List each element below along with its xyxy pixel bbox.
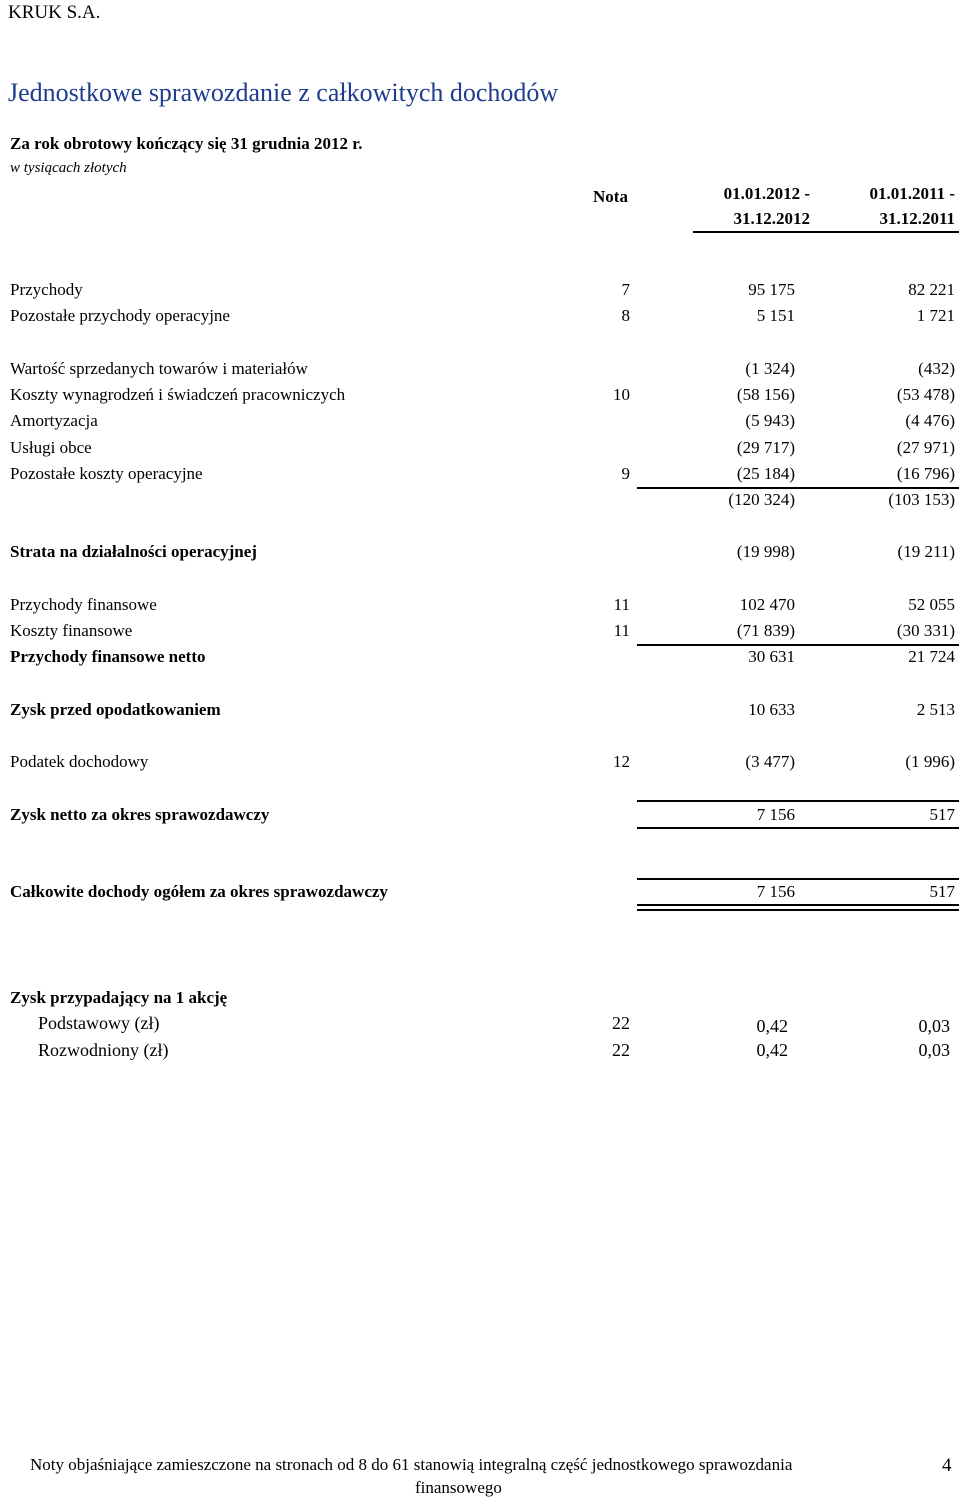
- table-row: [0, 752, 960, 776]
- row-value-2011: 1 721: [916, 306, 955, 325]
- table-row: [0, 595, 960, 619]
- row-label: Przychody finansowe: [10, 595, 157, 614]
- row-value-2012: 7 156: [756, 882, 795, 901]
- row-value-2011: 517: [929, 882, 955, 901]
- footer-note-continued: finansowego: [415, 1478, 502, 1497]
- grand-total-double-line-2: [637, 909, 959, 911]
- currency-unit: w tysiącach złotych: [10, 160, 127, 176]
- col-2012-header-line1: 01.01.2012 -: [723, 184, 810, 203]
- row-note: 22: [612, 1040, 630, 1060]
- row-value-2012: 102 470: [739, 595, 795, 614]
- row-label: Koszty wynagrodzeń i świadczeń pracowniczych: [10, 385, 346, 404]
- col-2011-header-line1: 01.01.2011 -: [869, 184, 955, 203]
- eps-row: [0, 1013, 960, 1037]
- row-label: Koszty finansowe: [10, 621, 133, 640]
- row-value-2011: (103 153): [888, 490, 955, 509]
- row-note: 22: [612, 1013, 630, 1033]
- table-row: [0, 306, 960, 330]
- row-value-2011: (53 478): [896, 385, 955, 404]
- row-value-2011: (30 331): [896, 621, 955, 640]
- row-value-2011: (1 996): [905, 752, 955, 771]
- table-row: [0, 411, 960, 435]
- eps-row: [0, 1040, 960, 1064]
- row-value-2012: 95 175: [748, 280, 795, 299]
- company-name: KRUK S.A.: [8, 2, 101, 23]
- row-value-2012: (3 477): [745, 752, 795, 771]
- row-value-2012: 0,42: [756, 1040, 788, 1060]
- row-note: 11: [613, 595, 630, 614]
- table-row: [0, 385, 960, 409]
- row-label: Wartość sprzedanych towarów i materiałów: [10, 359, 308, 378]
- row-value-2012: (71 839): [736, 621, 795, 640]
- row-value-2012: (29 717): [736, 438, 795, 457]
- row-note: 9: [621, 464, 630, 483]
- eps-heading: Zysk przypadający na 1 akcję: [10, 988, 228, 1007]
- row-label: Pozostałe przychody operacyjne: [10, 306, 230, 325]
- row-value-2011: 2 513: [916, 700, 955, 719]
- row-note: 11: [613, 621, 630, 640]
- row-value-2011: (27 971): [896, 438, 955, 457]
- row-label: Przychody finansowe netto: [10, 647, 206, 666]
- note-header: Nota: [593, 187, 628, 206]
- row-value-2011: (4 476): [905, 411, 955, 430]
- header-underline: [693, 231, 959, 233]
- row-value-2012: (19 998): [736, 542, 795, 561]
- table-row: [0, 464, 960, 488]
- row-value-2011: (16 796): [896, 464, 955, 483]
- row-value-2012: (25 184): [736, 464, 795, 483]
- row-value-2012: 30 631: [748, 647, 795, 666]
- period-subtitle: Za rok obrotowy kończący się 31 grudnia 2012 r.: [10, 134, 363, 153]
- table-row: [0, 882, 960, 906]
- row-label: Przychody: [10, 280, 83, 299]
- col-2012-header-line2: 31.12.2012: [733, 209, 810, 228]
- row-value-2011: 0,03: [918, 1040, 950, 1060]
- table-row: [0, 700, 960, 724]
- grand-total-double-line-1: [637, 904, 959, 906]
- table-row: [0, 280, 960, 304]
- row-label: Podstawowy (zł): [38, 1013, 160, 1033]
- row-value-2012: (120 324): [728, 490, 795, 509]
- row-value-2011: 21 724: [908, 647, 955, 666]
- col-2011-header-line2: 31.12.2011: [879, 209, 955, 228]
- row-label: Amortyzacja: [10, 411, 98, 430]
- row-label: Usługi obce: [10, 438, 92, 457]
- row-note: 8: [621, 306, 630, 325]
- total-line-top: [637, 800, 959, 802]
- table-row: [0, 438, 960, 462]
- row-label: Zysk netto za okres sprawozdawczy: [10, 805, 270, 824]
- page-number: 4: [942, 1455, 952, 1476]
- row-note: 7: [621, 280, 630, 299]
- row-value-2012: 5 151: [756, 306, 795, 325]
- table-row: [0, 647, 960, 671]
- row-value-2011: (19 211): [897, 542, 955, 561]
- row-value-2012: (58 156): [736, 385, 795, 404]
- row-label: Zysk przed opodatkowaniem: [10, 700, 221, 719]
- footer-note: Noty objaśniające zamieszczone na stronach od 8 do 61 stanowią integralną część jednostkowego sprawozdania: [30, 1455, 793, 1474]
- row-value-2011: 0,03: [918, 1016, 950, 1036]
- row-value-2012: (5 943): [745, 411, 795, 430]
- total-line-bottom: [637, 827, 959, 829]
- page-title: Jednostkowe sprawozdanie z całkowitych dochodów: [8, 78, 559, 107]
- row-label: Strata na działalności operacyjnej: [10, 542, 257, 561]
- subtotal-line: [637, 644, 959, 646]
- row-label: Rozwodniony (zł): [38, 1040, 169, 1060]
- row-value-2012: 7 156: [756, 805, 795, 824]
- grand-total-line-top: [637, 878, 959, 880]
- row-value-2012: 0,42: [756, 1016, 788, 1036]
- row-value-2011: 52 055: [908, 595, 955, 614]
- row-value-2012: 10 633: [748, 700, 795, 719]
- row-value-2011: (432): [918, 359, 955, 378]
- row-value-2012: (1 324): [745, 359, 795, 378]
- row-label: Całkowite dochody ogółem za okres sprawozdawczy: [10, 882, 388, 901]
- table-row: [0, 490, 960, 514]
- row-value-2011: 82 221: [908, 280, 955, 299]
- row-label: Pozostałe koszty operacyjne: [10, 464, 203, 483]
- table-row: [0, 359, 960, 383]
- row-value-2011: 517: [929, 805, 955, 824]
- row-label: Podatek dochodowy: [10, 752, 149, 771]
- table-row: [0, 621, 960, 645]
- table-row: [0, 805, 960, 829]
- row-note: 12: [613, 752, 630, 771]
- subtotal-line: [637, 487, 959, 489]
- row-note: 10: [613, 385, 630, 404]
- table-row: [0, 542, 960, 566]
